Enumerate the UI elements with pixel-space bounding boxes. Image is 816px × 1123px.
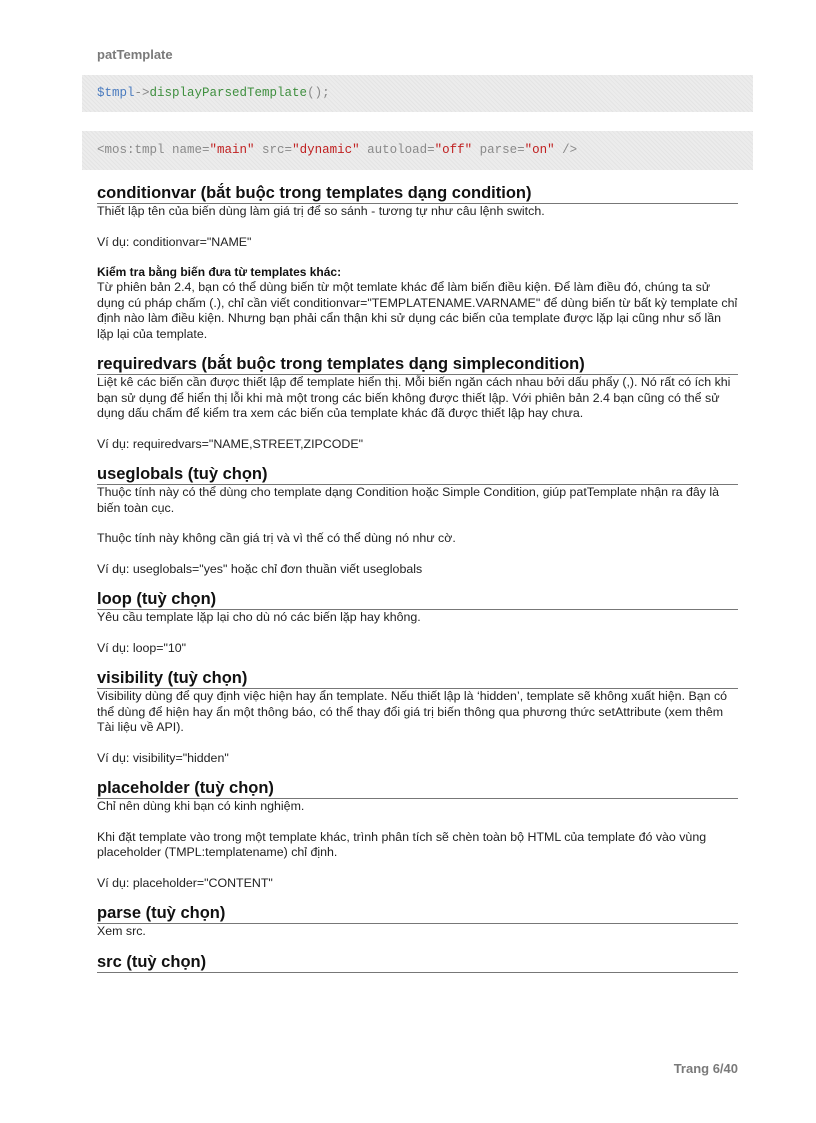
code-tail: ();: [307, 86, 330, 100]
code-autoload-attr: autoload=: [359, 143, 435, 157]
code-src-attr: src=: [254, 143, 293, 157]
section-paragraph: Visibility dùng để quy định việc hiện hay ẩn template. Nếu thiết lập là ‘hidden’, template sẽ không xuất hiện. Bạn có thể dùng để hiện hay ẩn một thông báo, có thể thay đổi giá trị biến thông qua phương thức setAttribute (xem thêm Tài liệu về API).: [97, 689, 728, 734]
section-title: src (tuỳ chọn): [97, 952, 738, 973]
section-example: Ví dụ: loop="10": [97, 640, 187, 655]
section-subheading: Kiểm tra bằng biến đưa từ templates khác:: [97, 265, 342, 279]
code-function: displayParsedTemplate: [149, 86, 308, 100]
code-parse-value: "on": [524, 143, 555, 157]
section-title: parse (tuỳ chọn): [97, 903, 738, 924]
section-conditionvar: [97, 183, 738, 342]
code-block-display-parsed: [82, 75, 753, 112]
section-title: loop (tuỳ chọn): [97, 589, 738, 610]
page-number: Trang 6/40: [673, 1061, 738, 1076]
section-example: Ví dụ: conditionvar="NAME": [97, 234, 252, 249]
code-tag-open: <mos:tmpl name=: [97, 143, 210, 157]
section-src: [97, 952, 738, 973]
section-paragraph: Xem src.: [97, 924, 146, 938]
code-name-value: "main": [209, 143, 255, 157]
code-block-mos-tmpl: [82, 131, 753, 170]
code-variable: $tmpl: [97, 86, 135, 100]
section-placeholder: [97, 778, 738, 891]
section-paragraph: Thiết lập tên của biến dùng làm giá trị để so sánh - tương tự như câu lệnh switch.: [97, 204, 545, 218]
section-requiredvars: [97, 354, 738, 452]
section-paragraph: Liệt kê các biến cần được thiết lập để template hiển thị. Mỗi biến ngăn cách nhau bởi dấu phẩy (,). Nó rất có ích khi bạn sử dụng để hiển thị lỗi khi mà một trong các biến không được thiết lập. Với phiên bản 2.4 bạn cũng có thể sử dụng dấu chấm để kiểm tra xem các biến của template khác đã được thiết lập hay chưa.: [97, 375, 731, 420]
page-header-title: patTemplate: [97, 47, 173, 62]
section-title: visibility (tuỳ chọn): [97, 668, 738, 689]
section-paragraph: Chỉ nên dùng khi bạn có kinh nghiệm.: [97, 799, 305, 813]
section-paragraph: Khi đặt template vào trong một template khác, trình phân tích sẽ chèn toàn bộ HTML của template đó vào vùng placeholder (TMPL:templatename) chỉ định.: [97, 829, 707, 859]
section-paragraph: Yêu cầu template lặp lại cho dù nó các biến lặp hay không.: [97, 610, 421, 624]
section-title: requiredvars (bắt buộc trong templates dạng simplecondition): [97, 354, 738, 375]
section-example: Ví dụ: placeholder="CONTENT": [97, 875, 273, 890]
section-title: conditionvar (bắt buộc trong templates dạng condition): [97, 183, 738, 204]
section-useglobals: [97, 464, 738, 577]
section-example: Ví dụ: requiredvars="NAME,STREET,ZIPCODE": [97, 436, 363, 451]
section-title: useglobals (tuỳ chọn): [97, 464, 738, 485]
section-example: Ví dụ: visibility="hidden": [97, 750, 229, 765]
code-parse-attr: parse=: [472, 143, 525, 157]
section-paragraph: Thuộc tính này không cần giá trị và vì thế có thể dùng nó như cờ.: [97, 531, 456, 545]
code-tag-close: />: [554, 143, 578, 157]
code-src-value: "dynamic": [292, 143, 360, 157]
section-paragraph: Từ phiên bản 2.4, bạn có thể dùng biến từ một temlate khác để làm biến điều kiện. Để làm điều đó, chúng ta sử dụng cú pháp chấm (.), chỉ cần viết conditionvar="TEMPLATENAME.VARNAME" để dùng biến từ bất kỳ template chỉ định nào làm điều kiện. Nhưng bạn phải cẩn thận khi sử dụng các biến của template được lặp lại cũng như số lần lặp lại của template.: [97, 280, 738, 341]
section-title: placeholder (tuỳ chọn): [97, 778, 738, 799]
section-paragraph: Thuộc tính này có thể dùng cho template dạng Condition hoặc Simple Condition, giúp patTemplate nhận ra đây là biến toàn cục.: [97, 485, 720, 515]
section-loop: [97, 589, 738, 656]
section-visibility: [97, 668, 738, 766]
section-example: Ví dụ: useglobals="yes" hoặc chỉ đơn thuần viết useglobals: [97, 561, 423, 576]
document-body: [97, 183, 738, 973]
section-parse: [97, 903, 738, 940]
code-arrow: ->: [134, 86, 150, 100]
code-autoload-value: "off": [434, 143, 473, 157]
